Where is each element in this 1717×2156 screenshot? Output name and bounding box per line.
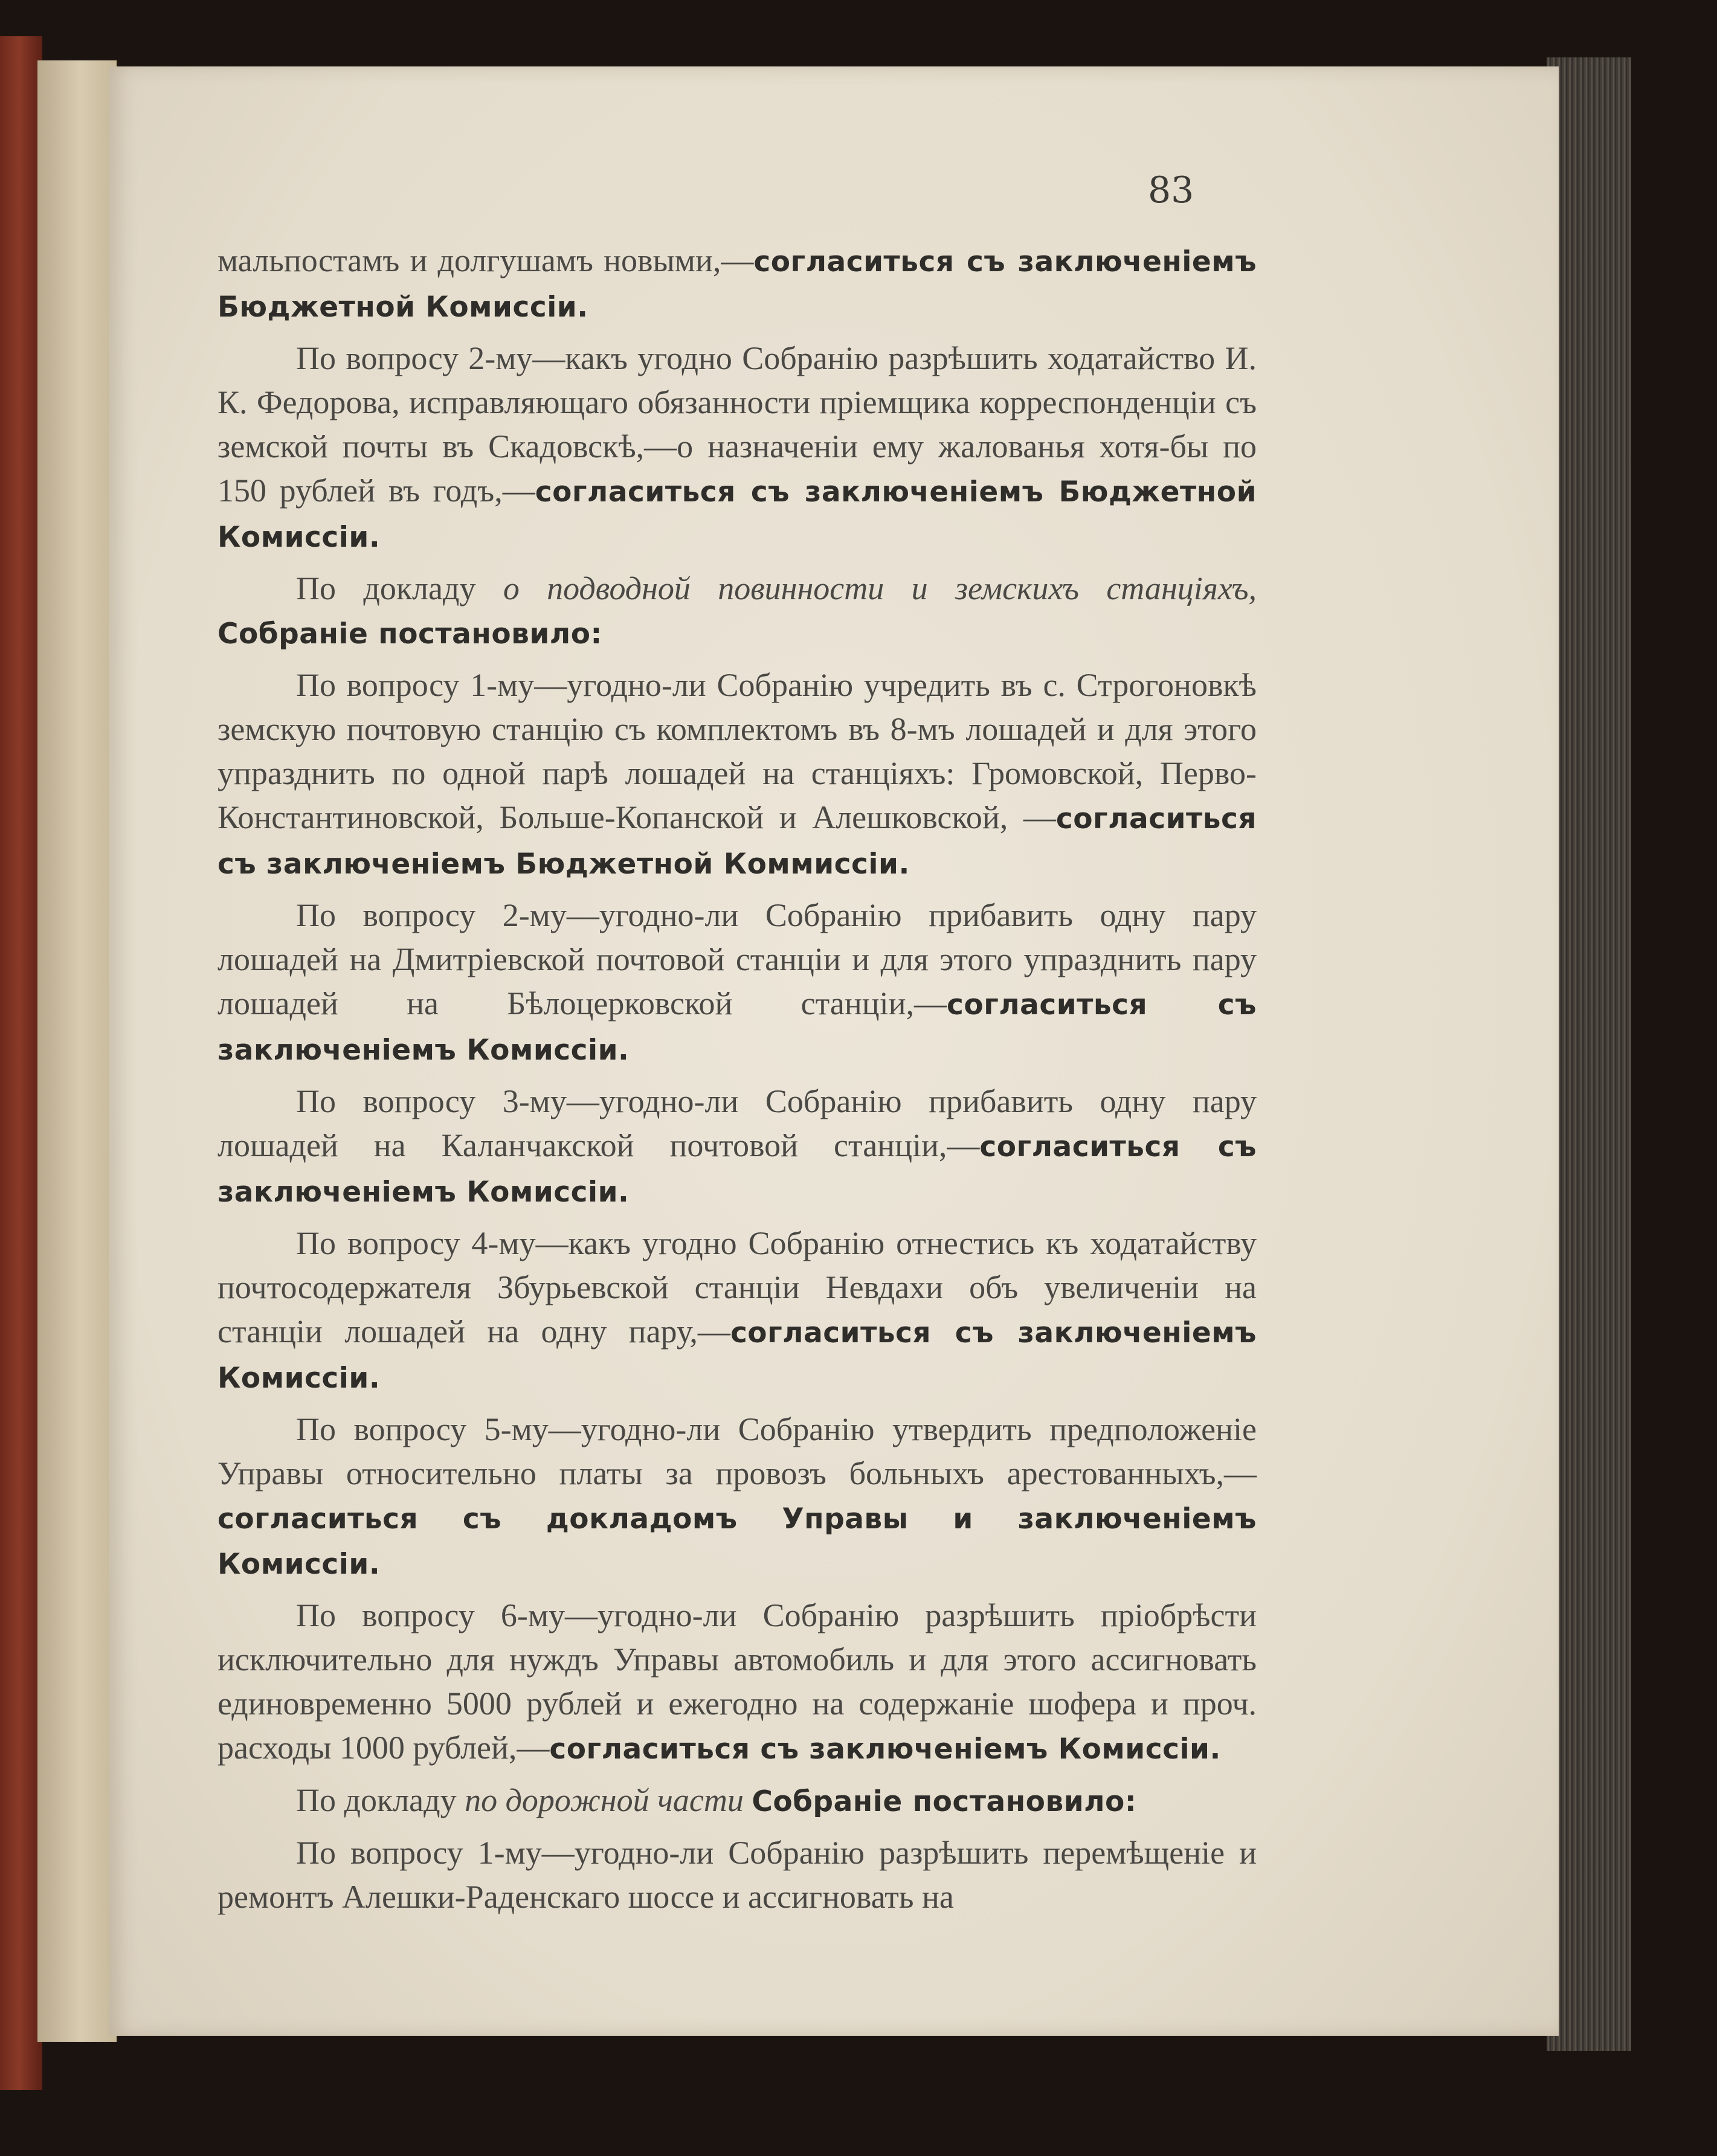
- report-title-text: о подводной повинности и земскихъ станціяхъ,: [503, 570, 1257, 607]
- paragraph: [217, 1080, 1257, 1214]
- body-text: По вопросу 5-му—угодно-ли Собранію утвердить предположеніе Управы относительно платы за провозъ больныхъ арестованныхъ,—: [217, 1411, 1257, 1492]
- resolution-text: согласиться съ заключеніемъ Комиссіи.: [217, 988, 1257, 1067]
- paragraph: [217, 1594, 1257, 1771]
- resolution-text: согласиться съ заключеніемъ Комиссіи.: [217, 1130, 1257, 1209]
- page-text: [217, 239, 1257, 1926]
- paragraph: [217, 1831, 1257, 1919]
- paragraph: [217, 663, 1257, 886]
- body-text: По вопросу 3-му—угодно-ли Собранію прибавить одну пару лошадей на Каланчакской почтовой станціи,—: [217, 1083, 1257, 1163]
- body-text: По вопросу 2-му—угодно-ли Собранію прибавить одну пару лошадей на Дмитріевской почтовой станціи и для этого упразднить пару лошадей на Бѣлоцерковской станціи,—: [217, 897, 1257, 1022]
- resolution-text: согласиться съ заключеніемъ Комиссіи.: [217, 1316, 1257, 1395]
- body-text: [744, 1782, 752, 1818]
- paragraph: [217, 336, 1257, 559]
- left-page-edge: [37, 60, 117, 2042]
- body-text: По докладу: [296, 570, 503, 607]
- paragraph: [217, 567, 1257, 656]
- resolution-text: согласиться съ докладомъ Управы и заключеніемъ Комиссіи.: [217, 1502, 1257, 1581]
- resolution-text: согласиться съ заключеніемъ Бюджетной Коммиссіи.: [217, 802, 1257, 881]
- body-text: По вопросу 1-му—угодно-ли Собранію учредить въ с. Строгоновкѣ земскую почтовую станцію съ комплектомъ въ 8-мъ лошадей и для этого упразднить по одной парѣ лошадей на станціяхъ: Громовской, Перво-Константиновской, Больше-Копанской и Алешковской, —: [217, 667, 1257, 835]
- body-text: По вопросу 2-му—какъ угодно Собранію разрѣшить ходатайство И. К. Федорова, исправляющаго обязанности пріемщика корреспонденціи съ земской почты въ Скадовскѣ,—о назначеніи ему жалованья хотя-бы по 150 рублей въ годъ,—: [217, 340, 1257, 509]
- page-number: 83: [1148, 169, 1194, 211]
- resolution-text: согласиться съ заключеніемъ Бюджетной Комиссіи.: [217, 245, 1257, 324]
- book-page: [109, 66, 1559, 2036]
- paragraph: [217, 1778, 1257, 1824]
- paragraph: [217, 893, 1257, 1072]
- resolution-text: Собраніе постановило:: [752, 1785, 1137, 1818]
- resolution-text: Собраніе постановило:: [217, 617, 602, 651]
- body-text: По вопросу 1-му—угодно-ли Собранію разрѣшить перемѣщеніе и ремонтъ Алешки-Раденскаго шоссе и ассигновать на: [217, 1835, 1257, 1915]
- book-spine: [0, 36, 42, 2090]
- paragraph: [217, 1408, 1257, 1586]
- body-text: По вопросу 6-му—угодно-ли Собранію разрѣшить пріобрѣсти исключительно для нуждъ Управы автомобиль и для этого ассигновать единовременно 5000 рублей и ежегодно на содержаніе шофера и проч. расходы 1000 рублей,—: [217, 1597, 1257, 1766]
- body-text: По докладу: [296, 1782, 465, 1818]
- paragraph: [217, 239, 1257, 329]
- report-title-text: по дорожной части: [465, 1782, 744, 1818]
- body-text: По вопросу 4-му—какъ угодно Собранію отнестись къ ходатайству почтосодержателя Збурьевской станціи Невдахи объ увеличеніи на станціи лошадей на одну пару,—: [217, 1225, 1257, 1350]
- resolution-text: согласиться съ заключеніемъ Бюджетной Комиссіи.: [217, 475, 1257, 554]
- resolution-text: согласиться съ заключеніемъ Комиссіи.: [549, 1733, 1221, 1766]
- page-stack-edge: [1547, 57, 1631, 2051]
- paragraph: [217, 1221, 1257, 1400]
- body-text: мальпостамъ и долгушамъ новыми,—: [217, 242, 754, 278]
